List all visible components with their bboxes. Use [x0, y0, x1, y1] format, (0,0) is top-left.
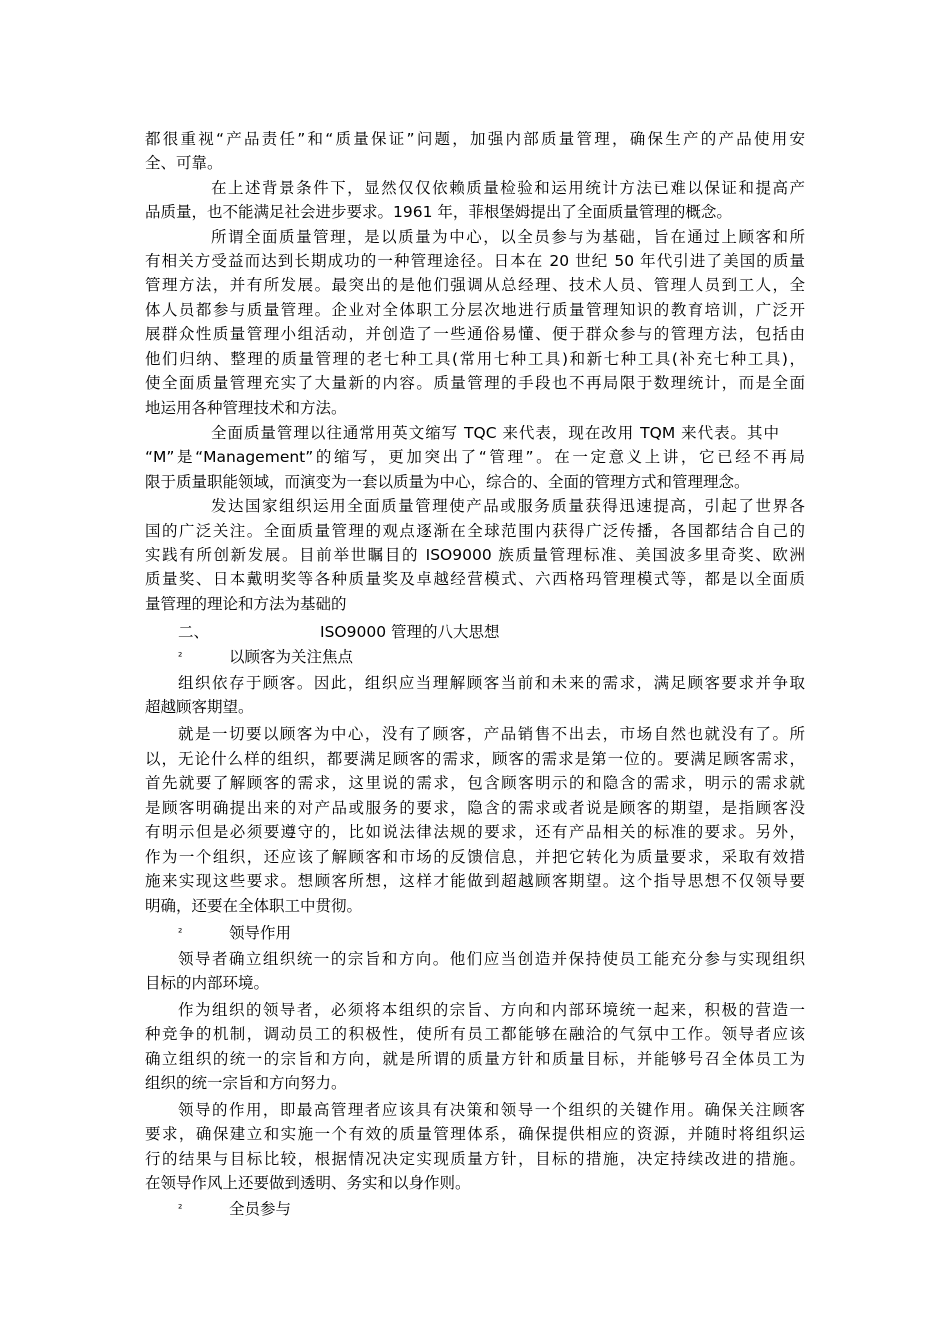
- text-line: 都很重视“产品责任”和“质量保证”问题，加强内部质量管理，确保生产的产品使用安: [145, 130, 805, 148]
- text-line: 要求，确保建立和实施一个有效的质量管理体系，确保提供相应的资源，并随时将组织运: [145, 1125, 805, 1143]
- text-line: 确立组织的统一的宗旨和方向，就是所谓的质量方针和质量目标，并能够号召全体员工为: [145, 1050, 805, 1068]
- section-heading: ISO9000 管理的八大思想: [320, 623, 500, 641]
- text-line: 作为组织的领导者，必须将本组织的宗旨、方向和内部环境统一起来，积极的营造一: [178, 1001, 805, 1019]
- text-line: “M”是“Management”的缩写，更加突出了“管理”。在一定意义上讲，它已经不再局: [145, 448, 805, 466]
- text-line: 限于质量职能领域，而演变为一套以质量为中心，综合的、全面的管理方式和管理理念。: [145, 473, 750, 491]
- text-line: 就是一切要以顾客为中心，没有了顾客，产品销售不出去，市场自然也就没有了。所: [178, 725, 805, 743]
- text-line: 所谓全面质量管理，是以质量为中心，以全员参与为基础，旨在通过上顾客和所: [211, 228, 805, 246]
- text-line: 组织依存于顾客。因此，组织应当理解顾客当前和未来的需求，满足顾客要求并争取: [178, 674, 805, 692]
- text-line: 国的广泛关注。全面质量管理的观点逐渐在全球范围内获得广泛传播，各国都结合自己的: [145, 522, 805, 540]
- text-line: 以，无论什么样的组织，都要满足顾客的需求，顾客的需求是第一位的。要满足顾客需求，: [145, 750, 805, 768]
- text-line: 管理方法，并有所发展。最突出的是他们强调从总经理、技术人员、管理人员到工人，全: [145, 276, 805, 294]
- text-line: 目标的内部环境。: [145, 974, 270, 992]
- text-line: 领导的作用，即最高管理者应该具有决策和领导一个组织的关键作用。确保关注顾客: [178, 1101, 805, 1119]
- text-line: 品质量，也不能满足社会进步要求。1961 年，菲根堡姆提出了全面质量管理的概念。: [145, 203, 732, 221]
- text-line: 有相关方受益而达到长期成功的一种管理途径。日本在 20 世纪 50 年代引进了美国的质量: [145, 252, 805, 270]
- text-line: 作为一个组织，还应该了解顾客和市场的反馈信息，并把它转化为质量要求，采取有效措: [145, 848, 805, 866]
- text-line: 使全面质量管理充实了大量新的内容。质量管理的手段也不再局限于数理统计，而是全面: [145, 374, 805, 392]
- text-line: 超越顾客期望。: [145, 698, 254, 716]
- text-line: 地运用各种管理技术和方法。: [145, 399, 347, 417]
- text-line: 展群众性质量管理小组活动，并创造了一些通俗易懂、便于群众参与的管理方法，包括由: [145, 325, 805, 343]
- bullet-marker: ²: [178, 1202, 183, 1215]
- text-line: 是顾客明确提出来的对产品或服务的要求，隐含的需求或者说是顾客的期望，是指顾客没: [145, 799, 805, 817]
- bullet-marker: ²: [178, 926, 183, 939]
- text-line: 首先就要了解顾客的需求，这里说的需求，包含顾客明示的和隐含的需求，明示的需求就: [145, 774, 805, 792]
- text-line: 实践有所创新发展。目前举世瞩目的 ISO9000 族质量管理标准、美国波多里奇奖、欧洲: [145, 546, 805, 564]
- bullet-marker: ²: [178, 650, 183, 663]
- bullet-heading: 领导作用: [229, 924, 292, 942]
- text-line: 在领导作风上还要做到透明、务实和以身作则。: [145, 1174, 471, 1192]
- bullet-heading: 全员参与: [229, 1200, 292, 1218]
- text-line: 明确，还要在全体职工中贯彻。: [145, 897, 363, 915]
- text-line: 全面质量管理以往通常用英文缩写 TQC 来代表，现在改用 TQM 来代表。其中: [211, 424, 779, 442]
- section-number: 二、: [178, 623, 210, 641]
- text-line: 全、可靠。: [145, 154, 223, 172]
- bullet-heading: 以顾客为关注焦点: [229, 648, 354, 666]
- text-line: 行的结果与目标比较，根据情况决定实现质量方针，目标的措施，决定持续改进的措施。: [145, 1150, 805, 1168]
- text-line: 领导者确立组织统一的宗旨和方向。他们应当创造并保持使员工能充分参与实现组织: [178, 950, 805, 968]
- text-line: 发达国家组织运用全面质量管理使产品或服务质量获得迅速提高，引起了世界各: [211, 497, 805, 515]
- text-line: 在上述背景条件下，显然仅仅依赖质量检验和运用统计方法已难以保证和提高产: [211, 179, 805, 197]
- text-line: 组织的统一宗旨和方向努力。: [145, 1074, 347, 1092]
- text-line: 有明示但是必须要遵守的，比如说法律法规的要求，还有产品相关的标准的要求。另外，: [145, 823, 805, 841]
- text-line: 质量奖、日本戴明奖等各种质量奖及卓越经营模式、六西格玛管理模式等，都是以全面质: [145, 570, 805, 588]
- text-line: 量管理的理论和方法为基础的: [145, 595, 347, 613]
- text-line: 他们归纳、整理的质量管理的老七种工具(常用七种工具)和新七种工具(补充七种工具)，: [145, 350, 805, 368]
- text-line: 种竞争的机制，调动员工的积极性，使所有员工都能够在融洽的气氛中工作。领导者应该: [145, 1025, 805, 1043]
- text-line: 体人员都参与质量管理。企业对全体职工分层次地进行质量管理知识的教育培训，广泛开: [145, 301, 805, 319]
- text-line: 施来实现这些要求。想顾客所想，这样才能做到超越顾客期望。这个指导思想不仅领导要: [145, 872, 805, 890]
